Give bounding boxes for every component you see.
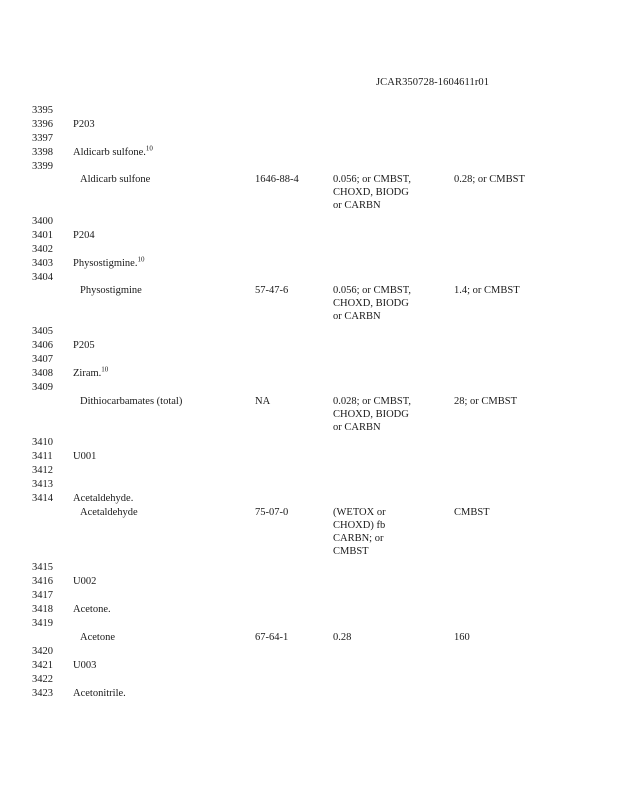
wastewater-standard: 0.028; or CMBST, CHOXD, BIODG or CARBN [333, 396, 411, 433]
wastewater-standard: (WETOX or CHOXD) fb CARBN; or CMBST [333, 507, 386, 557]
wastewater-standard: 0.056; or CMBST, CHOXD, BIODG or CARBN [333, 174, 411, 211]
line-number: 3414 [32, 493, 53, 504]
constituent-name: Dithiocarbamates (total) [80, 396, 183, 407]
line-number: 3418 [32, 604, 53, 615]
document-id-header: JCAR350728-1604611r01 [376, 77, 490, 88]
line-number: 3421 [32, 660, 53, 671]
line-number: 3406 [32, 340, 53, 351]
cas-number: NA [255, 396, 271, 407]
line-number: 3402 [32, 244, 53, 255]
cas-number: 67-64-1 [255, 632, 289, 643]
line-number: 3399 [32, 161, 53, 172]
waste-code: U003 [73, 660, 97, 671]
constituent-name: Acetone [80, 632, 115, 643]
waste-code: P203 [73, 119, 95, 130]
line-number: 3410 [32, 437, 53, 448]
cas-number: 57-47-6 [255, 285, 289, 296]
constituent-name: Acetaldehyde [80, 507, 138, 518]
line-number: 3404 [32, 272, 53, 283]
line-number: 3401 [32, 230, 53, 241]
nonwastewater-standard: 0.28; or CMBST [454, 174, 525, 185]
line-number: 3398 [32, 147, 53, 158]
entry-title: Acetone. [73, 604, 111, 615]
cas-number: 1646-88-4 [255, 174, 299, 185]
line-number: 3409 [32, 382, 53, 393]
footnote-ref: 10 [137, 255, 145, 264]
line-number: 3416 [32, 576, 53, 587]
line-number: 3413 [32, 479, 53, 490]
waste-code: U002 [73, 576, 97, 587]
entry-title: Aldicarb sulfone.$^{10}$ [73, 144, 153, 158]
wastewater-standard: 0.056; or CMBST, CHOXD, BIODG or CARBN [333, 285, 411, 322]
line-number: 3396 [32, 119, 53, 130]
line-number: 3395 [32, 105, 53, 116]
line-number: 3407 [32, 354, 53, 365]
entry-title: Ziram.$^{10}$ [73, 365, 109, 379]
line-number: 3408 [32, 368, 53, 379]
line-number: 3415 [32, 562, 53, 573]
nonwastewater-standard: 28; or CMBST [454, 396, 518, 407]
line-number: 3412 [32, 465, 53, 476]
nonwastewater-standard: 1.4; or CMBST [454, 285, 520, 296]
line-number: 3403 [32, 258, 53, 269]
waste-code: P205 [73, 340, 95, 351]
nonwastewater-standard: 160 [454, 632, 470, 643]
line-number: 3419 [32, 618, 53, 629]
waste-code: P204 [73, 230, 95, 241]
line-number: 3411 [32, 451, 53, 462]
footnote-ref: 10 [101, 365, 109, 374]
line-number: 3423 [32, 688, 53, 699]
cas-number: 75-07-0 [255, 507, 289, 518]
waste-code: U001 [73, 451, 97, 462]
wastewater-standard: 0.28 [333, 632, 352, 643]
footnote-ref: 10 [145, 144, 153, 153]
entry-title: Physostigmine.$^{10}$ [73, 255, 145, 269]
line-number: 3420 [32, 646, 53, 657]
nonwastewater-standard: CMBST [454, 507, 490, 518]
line-number: 3422 [32, 674, 53, 685]
constituent-name: Physostigmine [80, 285, 142, 296]
line-number: 3400 [32, 216, 53, 227]
entry-title: Acetaldehyde. [73, 493, 134, 504]
line-number: 3417 [32, 590, 53, 601]
entry-title: Acetonitrile. [73, 688, 126, 699]
constituent-name: Aldicarb sulfone [80, 174, 151, 185]
line-number: 3405 [32, 326, 53, 337]
line-number: 3397 [32, 133, 53, 144]
